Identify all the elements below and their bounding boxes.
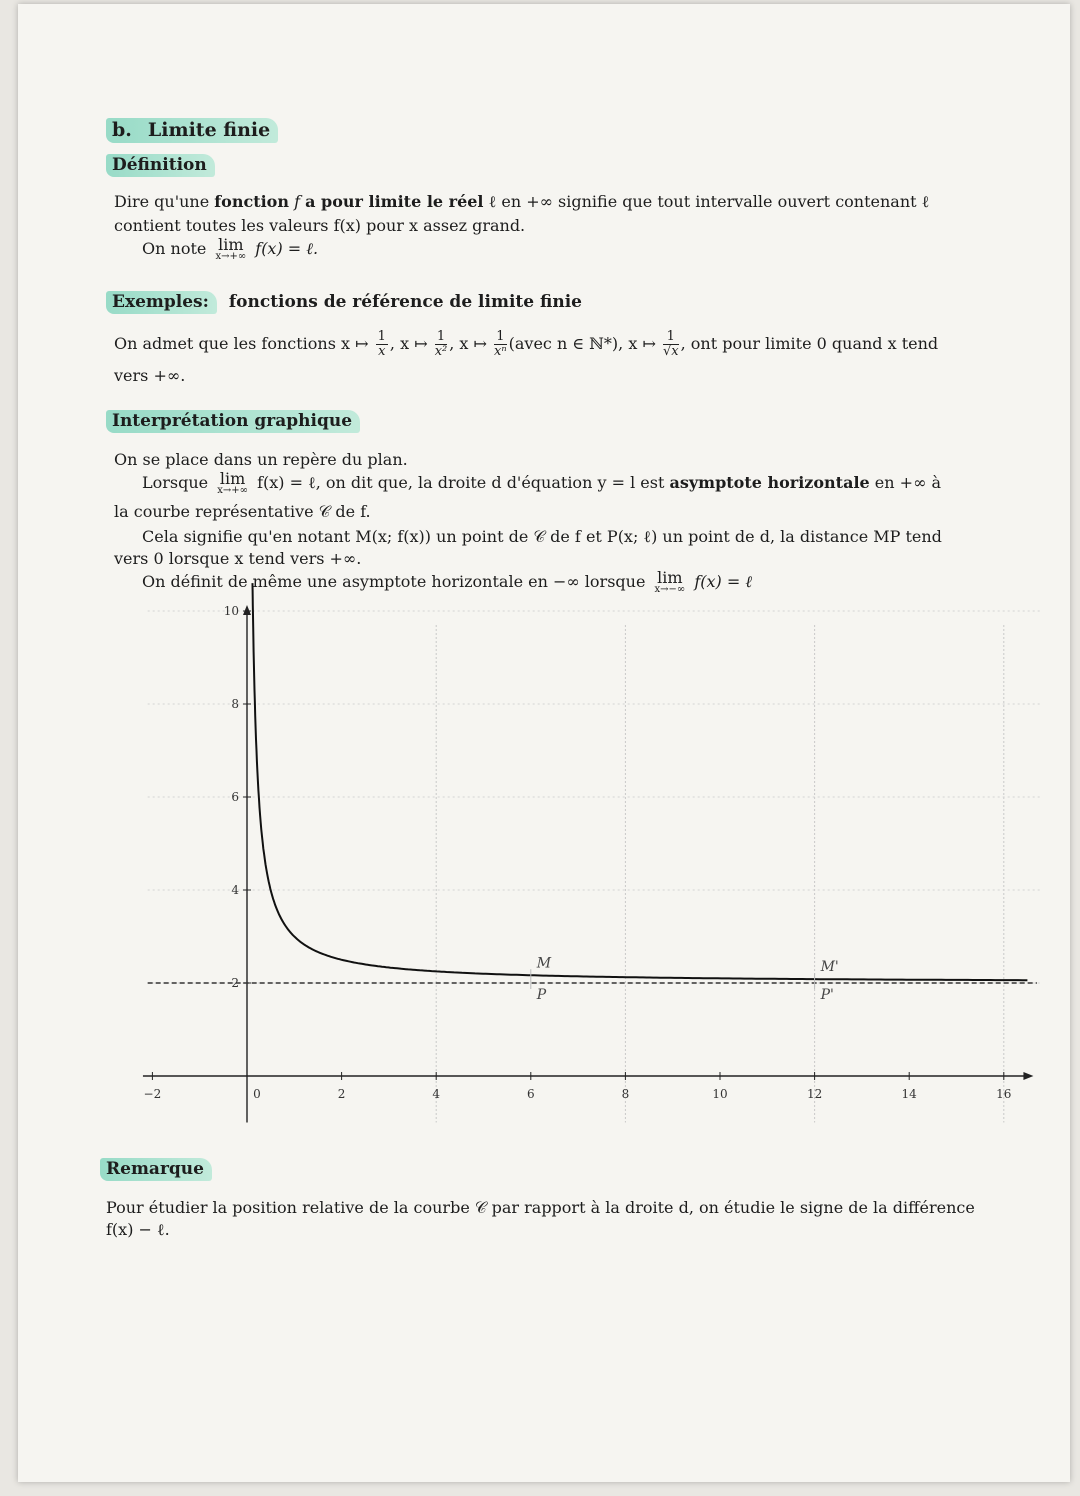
- frac-num: 1: [435, 330, 448, 345]
- paper-sheet: [18, 4, 1070, 1482]
- x-tick-label: 0: [253, 1087, 261, 1101]
- x-tick-label: 8: [621, 1087, 630, 1101]
- interp-l2b: f(x) = ℓ, on dit que, la droite d d'équation y = l est: [257, 473, 665, 492]
- frac-den: x²: [434, 344, 448, 359]
- examples-title: fonctions de référence de limite finie: [228, 292, 582, 312]
- curve-f: [253, 583, 1028, 980]
- interp-l6a: On définit de même une asymptote horizontale en −∞ lorsque: [142, 572, 646, 591]
- x-tick-label: 14: [901, 1087, 917, 1101]
- y-tick-label: 2: [231, 976, 239, 990]
- remark-heading: [100, 1158, 212, 1181]
- map-sep-2: , x ↦: [449, 334, 487, 353]
- interp-l2a: Lorsque: [142, 473, 209, 492]
- map-sep-1: , x ↦: [389, 334, 428, 353]
- examples-label: Exemples:: [106, 291, 217, 314]
- def-text-2: ℓ en +∞ signifie que tout intervalle ouvert contenant ℓ: [488, 192, 930, 211]
- note-prefix: On note: [142, 239, 207, 258]
- frac-num: 1: [494, 330, 507, 345]
- examples-suffix: , ont pour limite 0 quand x tend: [680, 334, 939, 353]
- remark-label: Remarque: [100, 1158, 212, 1181]
- x-tick-label: −2: [143, 1087, 162, 1101]
- section-letter: b.: [112, 119, 132, 141]
- def-text-f: f: [294, 192, 300, 211]
- x-tick-label: 4: [432, 1087, 441, 1101]
- definition-label: Définition: [106, 154, 215, 177]
- lim-sub: x→+∞: [217, 485, 248, 496]
- marks: [148, 583, 1037, 1003]
- def-text-bold-limite: a pour limite le réel: [305, 192, 484, 211]
- y-tick-label: 8: [231, 697, 239, 711]
- frac-den: √x: [662, 344, 679, 359]
- frac-num: 1: [663, 330, 679, 345]
- x-axis-arrow: [1023, 1072, 1033, 1080]
- lim-word: lim: [657, 568, 683, 587]
- point-label: M: [536, 955, 552, 972]
- frac-num: 1: [377, 329, 386, 344]
- remark-line-1: Pour étudier la position relative de la courbe 𝒞 par rapport à la droite d, on étudie le signe de la différence: [106, 1198, 975, 1217]
- def-text-1: Dire qu'une: [114, 192, 210, 211]
- interp-line-4: Cela signifie qu'en notant M(x; f(x)) un point de 𝒞 de f et P(x; ℓ) un point de d, la distance MP tend: [142, 527, 942, 546]
- map-sep-3: , x ↦: [618, 334, 656, 353]
- interp-l2c-bold: asymptote horizontale: [669, 473, 870, 492]
- x-tick-label: 16: [996, 1087, 1012, 1101]
- remark-line-2: f(x) − ℓ.: [106, 1220, 170, 1239]
- interp-l2d: en +∞ à: [874, 473, 942, 492]
- point-label: P: [536, 987, 547, 1003]
- note-expr: f(x) = ℓ.: [255, 239, 319, 258]
- definition-text-line2: contient toutes les valeurs f(x) pour x assez grand.: [114, 216, 526, 235]
- lim-word: lim: [219, 469, 246, 488]
- asymptote-graph: [18, 4, 1070, 1482]
- frac-den: x: [378, 344, 386, 359]
- examples-prefix: On admet que les fonctions x ↦: [114, 334, 369, 353]
- lim-sub: x→+∞: [215, 251, 247, 262]
- frac-den: xⁿ: [494, 344, 507, 359]
- point-label: P': [820, 987, 834, 1003]
- lim-word: lim: [218, 235, 244, 254]
- interp-l6b: f(x) = ℓ: [694, 572, 753, 591]
- y-tick-label: 10: [223, 604, 239, 618]
- lim-sub: x→−∞: [654, 584, 686, 595]
- ticks: [144, 604, 1012, 1101]
- interp-line-5: vers 0 lorsque x tend vers +∞.: [114, 549, 362, 568]
- y-axis-arrow: [243, 605, 251, 615]
- y-tick-label: 6: [231, 790, 239, 804]
- x-tick-label: 12: [806, 1087, 823, 1101]
- x-tick-label: 2: [337, 1087, 346, 1101]
- point-label: M': [820, 959, 839, 976]
- axes: [143, 605, 1034, 1123]
- def-text-bold-fonction: fonction: [214, 192, 289, 211]
- paren-n: (avec n ∈ ℕ*): [508, 334, 619, 353]
- interpretation-label: Interprétation graphique: [106, 410, 360, 433]
- x-tick-label: 6: [526, 1087, 535, 1101]
- examples-line2: vers +∞.: [114, 366, 186, 385]
- section-heading: Limite finie: [147, 119, 271, 141]
- interp-line-3: la courbe représentative 𝒞 de f.: [114, 502, 371, 521]
- grid: [148, 611, 1042, 1123]
- interp-line-1: On se place dans un repère du plan.: [114, 450, 408, 469]
- y-tick-label: 4: [231, 883, 239, 897]
- x-tick-label: 10: [712, 1087, 728, 1101]
